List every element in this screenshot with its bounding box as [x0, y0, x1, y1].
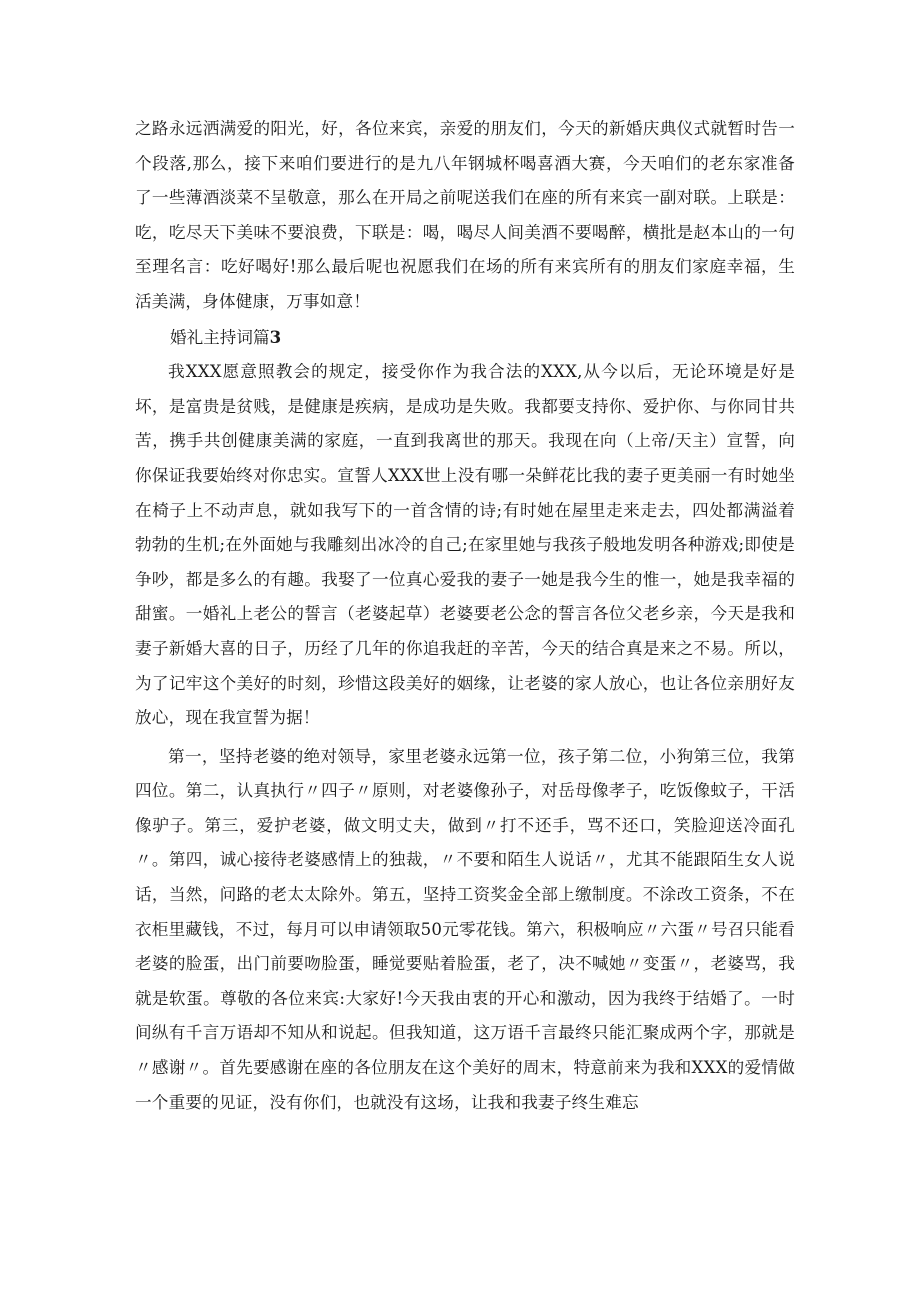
- paragraph-closing-remarks: 之路永远洒满爱的阳光，好，各位来宾，亲爱的朋友们，今天的新婚庆典仪式就暂时告一个段落,那么，接下来咱们要进行的是九八年钢城杯喝喜酒大赛，今天咱们的老东家准备了一些薄酒淡菜不呈敬意，那么在开局之前呢送我们在座的所有来宾一副对联。上联是：吃，吃尽天下美味不要浪费，下联是：喝，喝尽人间美酒不要喝醉，横批是赵本山的一句至理名言：吃好喝好!那么最后呢也祝愿我们在场的所有来宾所有的朋友们家庭幸福，生活美满，身体健康，万事如意！: [135, 119, 795, 311]
- section-heading-number: 3: [269, 326, 282, 347]
- paragraph-husband-pledge: 第一，坚持老婆的绝对领导，家里老婆永远第一位，孩子第二位，小狗第三位，我第四位。第二，认真执行〃四子〃原则，对老婆像孙子，对岳母像孝子，吃饭像蚊子，干活像驴子。第三，爱护老婆，做文明丈夫，做到〃打不还手，骂不还口，笑脸迎送冷面孔〃。第四，诚心接待老婆感情上的独裁，〃不要和陌生人说话〃，尤其不能跟陌生女人说话，当然，问路的老太太除外。第五，坚持工资奖金全部上缴制度。不涂改工资条，不在衣柜里藏钱，不过，每月可以申请领取50元零花钱。第六，积极响应〃六蛋〃号召只能看老婆的脸蛋，出门前要吻脸蛋，睡觉要贴着脸蛋，老了，决不喊她〃变蛋〃，老婆骂，我就是软蛋。尊敬的各位来宾:大家好!今天我由衷的开心和激动，因为我终于结婚了。一时间纵有千言万语却不知从和说起。但我知道，这万语千言最终只能汇聚成两个字，那就是〃感谢〃。首先要感谢在座的各位朋友在这个美好的周末，特意前来为我和XXX的爱情做一个重要的见证，没有你们，也就没有这场，让我和我妻子终生难忘: [135, 746, 795, 1112]
- section-heading-text: 婚礼主持词篇: [170, 327, 270, 347]
- document-body: [135, 112, 795, 1120]
- section-heading: [135, 320, 795, 356]
- paragraph-wedding-vow: 我XXX愿意照教会的规定，接受你作为我合法的XXX,从今以后，无论环境是好是坏，是富贵是贫贱，是健康是疾病，是成功是失败。我都要支持你、爱护你、与你同甘共苦，携手共创健康美满的家庭，一直到我离世的那天。我现在向（上帝/天主）宣誓，向你保证我要始终对你忠实。宣誓人XXX世上没有哪一朵鲜花比我的妻子更美丽一有时她坐在椅子上不动声息，就如我写下的一首含情的诗;有时她在屋里走来走去，四处都满溢着勃勃的生机;在外面她与我雕刻出冰冷的自己;在家里她与我孩子般地发明各种游戏;即使是争吵，都是多么的有趣。我娶了一位真心爱我的妻子一她是我今生的惟一，她是我幸福的甜蜜。一婚礼上老公的誓言（老婆起草）老婆要老公念的誓言各位父老乡亲，今天是我和妻子新婚大喜的日子，历经了几年的你追我赶的辛苦，今天的结合真是来之不易。所以，为了记牢这个美好的时刻，珍惜这段美好的姻缘，让老婆的家人放心，也让各位亲朋好友放心，现在我宣誓为据！: [135, 362, 795, 728]
